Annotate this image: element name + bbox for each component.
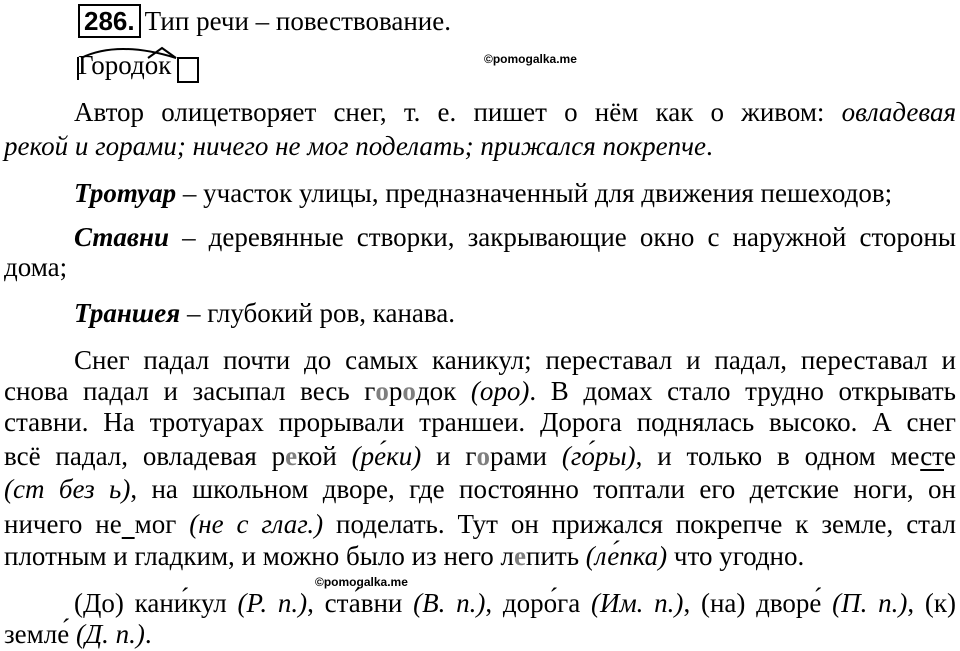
- morpheme-marks: [78, 50, 208, 90]
- text-line-1: Снег падал почти до самых каникул; переставал и падал, переставал и: [74, 345, 956, 375]
- glossary-def: – участок улицы, предназначенный для движения пешеходов;: [176, 178, 893, 208]
- stress-line-2: земле́ (Д. п.).: [4, 619, 152, 649]
- author-line-1: Автор олицетворяет снег, т. е. пишет о нём как о живом: овладевая: [74, 97, 956, 127]
- text-line-7: плотным и гладким, и можно было из него лепить (ле́пка) что угодно.: [4, 541, 805, 571]
- glossary-def: – глубокий ров, канава.: [180, 298, 456, 328]
- task-number: 286.: [78, 4, 141, 38]
- stress-line-1: (До) кани́кул (Р. п.), ста́вни (В. п.), доро́га (Им. п.), (на) дворе́ (П. п.), (к): [74, 588, 957, 618]
- glossary-item-transheya: [74, 298, 455, 328]
- task-header: [78, 4, 451, 38]
- glossary-def: – деревянные створки, закрывающие окно с наружной стороны: [168, 222, 956, 252]
- text-line-3: ставни. На тротуарах прорывали траншеи. Дорога поднялась высоко. А снег: [4, 407, 956, 437]
- text-line-6: ничего не мог (не с глаг.) поделать. Тут он прижался покрепче к земле, стал: [4, 509, 956, 539]
- glossary-item-trotuar: [74, 178, 892, 208]
- watermark-bottom: ©pomogalka.me: [315, 575, 408, 589]
- glossary-item-stavni-cont: дома;: [4, 252, 68, 282]
- watermark-top: ©pomogalka.me: [484, 52, 577, 66]
- text-line-2: снова падал и засыпал весь городок (оро). В домах стало трудно открывать: [4, 376, 956, 406]
- speech-type: Тип речи – повествование.: [144, 6, 451, 36]
- author-line-2: рекой и горами; ничего не мог поделать; прижался покрепче.: [4, 131, 713, 161]
- text-line-4: всё падал, овладевая рекой (ре́ки) и горами (го́ры), и только в одном месте: [4, 441, 956, 471]
- text-line-5: (ст без ь), на школьном дворе, где постоянно топтали его детские ноги, он: [4, 474, 956, 504]
- morpheme-parse: [78, 50, 171, 80]
- glossary-term: Тротуар: [74, 178, 177, 208]
- glossary-term: Траншея: [74, 298, 181, 328]
- root-arc-mark: [81, 49, 176, 58]
- glossary-term: Ставни: [74, 222, 169, 252]
- ending-box-mark: [178, 58, 198, 82]
- parsed-word: Городок: [78, 50, 171, 80]
- glossary-item-stavni: [74, 222, 956, 252]
